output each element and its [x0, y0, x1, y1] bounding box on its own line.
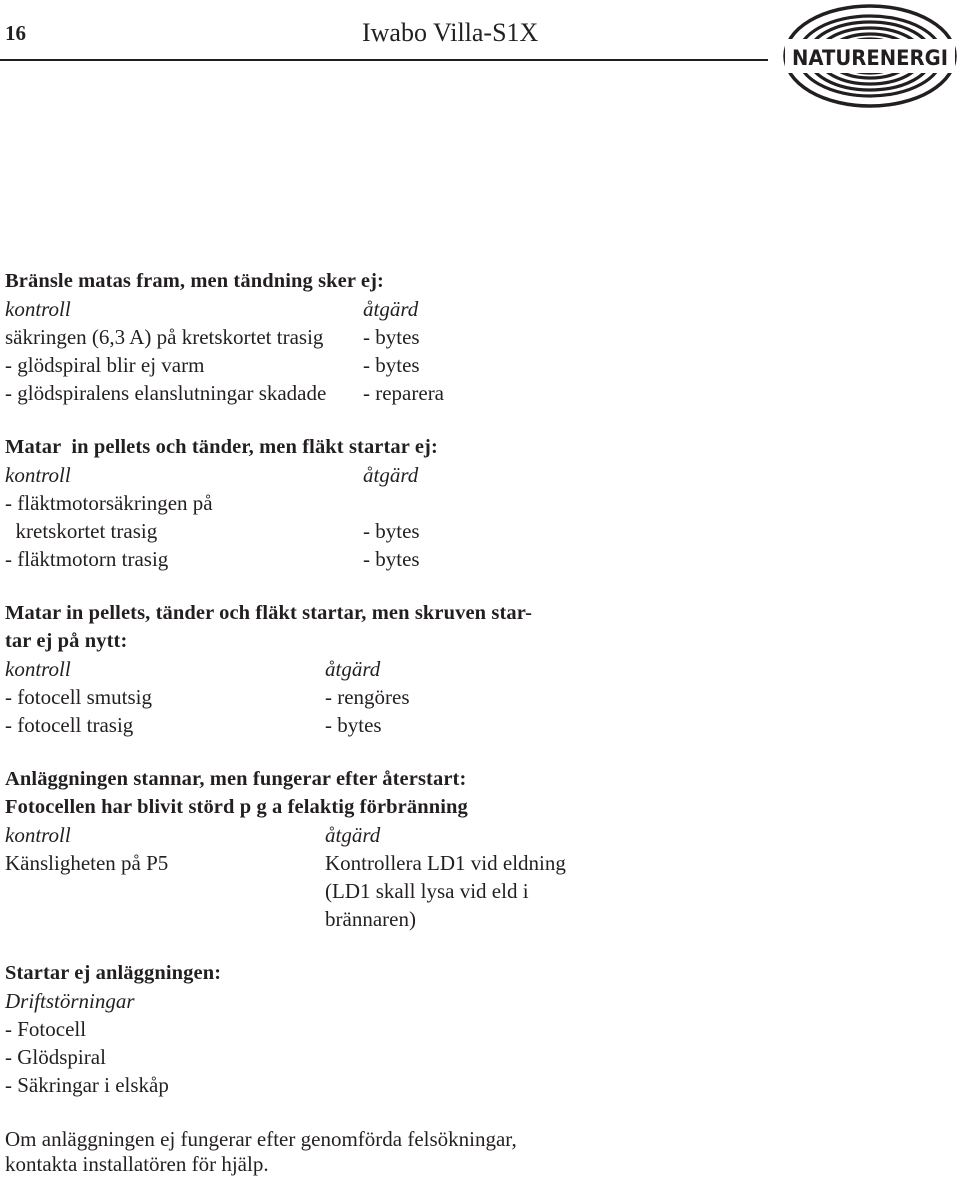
check-item: - glödspiral blir ej varm — [5, 353, 205, 377]
action-item: - rengöres — [325, 685, 410, 709]
header-divider — [0, 59, 768, 61]
check-item: - fläktmotorsäkringen på — [5, 491, 213, 515]
column-header-atgard: åtgärd — [363, 297, 419, 321]
list-item: - Fotocell — [5, 1017, 87, 1041]
section-subheading: Driftstörningar — [5, 989, 135, 1013]
list-item: - Glödspiral — [5, 1045, 106, 1069]
check-item: kretskortet trasig — [5, 519, 158, 543]
action-item: - bytes — [363, 519, 420, 543]
section-heading-continued: tar ej på nytt: — [5, 630, 128, 652]
action-item: - bytes — [363, 353, 420, 377]
list-item: - Säkringar i elskåp — [5, 1073, 169, 1097]
document-title: Iwabo Villa-S1X — [362, 18, 539, 47]
action-item: brännaren) — [325, 907, 416, 931]
column-header-atgard: åtgärd — [325, 823, 381, 847]
column-header-kontroll: kontroll — [5, 657, 71, 681]
page-header — [0, 0, 960, 80]
column-header-kontroll: kontroll — [5, 297, 71, 321]
footer-note: Om anläggningen ej fungerar efter genomförda felsökningar, — [5, 1127, 517, 1151]
page-number: 16 — [5, 21, 26, 45]
action-item: Kontrollera LD1 vid eldning — [325, 851, 566, 875]
check-item: - fläktmotorn trasig — [5, 547, 169, 571]
column-header-atgard: åtgärd — [363, 463, 419, 487]
footer-note: kontakta installatören för hjälp. — [5, 1152, 269, 1176]
action-item: (LD1 skall lysa vid eld i — [325, 879, 529, 903]
check-item: - fotocell trasig — [5, 713, 134, 737]
action-item: - reparera — [363, 381, 445, 405]
column-header-kontroll: kontroll — [5, 463, 71, 487]
section-heading: Startar ej anläggningen: — [5, 962, 222, 984]
column-header-atgard: åtgärd — [325, 657, 381, 681]
action-item: - bytes — [363, 547, 420, 571]
check-item: - fotocell smutsig — [5, 685, 152, 709]
action-item: - bytes — [363, 325, 420, 349]
check-item: säkringen (6,3 A) på kretskortet trasig — [5, 325, 324, 349]
section-heading: Anläggningen stannar, men fungerar efter återstart: — [5, 768, 467, 790]
column-header-kontroll: kontroll — [5, 823, 71, 847]
action-item: - bytes — [325, 713, 382, 737]
check-item: - glödspiralens elanslutningar skadade — [5, 381, 327, 405]
section-subheading: Fotocellen har blivit störd p g a felaktig förbränning — [5, 796, 468, 818]
svg-text:NATURENERGI: NATURENERGI — [792, 46, 948, 70]
section-heading: Bränsle matas fram, men tändning sker ej: — [5, 270, 384, 292]
naturenergi-logo — [782, 2, 958, 110]
check-item: Känsligheten på P5 — [5, 851, 169, 875]
section-heading: Matar in pellets och tänder, men fläkt startar ej: — [5, 436, 438, 458]
section-heading: Matar in pellets, tänder och fläkt startar, men skruven star- — [5, 602, 533, 624]
